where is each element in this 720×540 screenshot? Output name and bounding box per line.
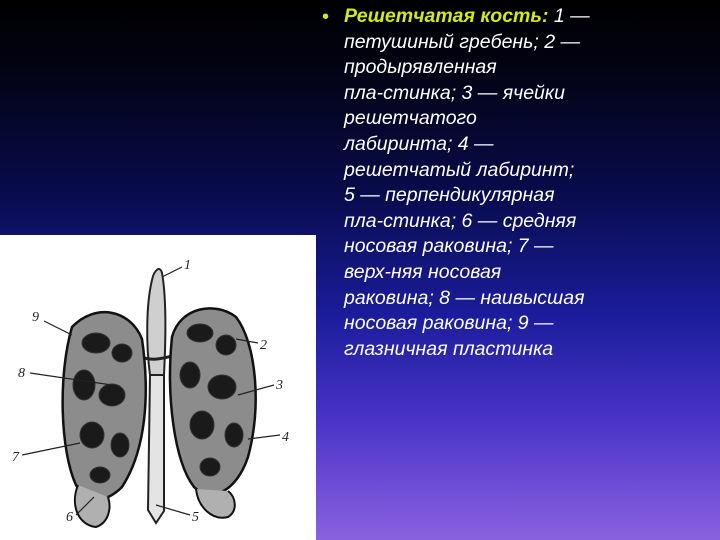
ethmoid-bone-drawing [0,235,316,540]
label-4: 4 [282,430,289,445]
text-line-13: носовая раковина; 9 — [344,312,554,335]
text-line-2: петушиный гребень; 2 — [344,30,580,53]
label-2: 2 [260,338,267,353]
text-line-11: верх-няя носовая [344,260,502,283]
bullet-marker: • [322,6,330,28]
ethmoid-bone-illustration [0,235,316,540]
text-line-1: 1 — [548,5,590,27]
text-line-9: пла-стинка; 6 — средняя [344,209,577,232]
text-line-3: продырявленная [344,56,497,79]
text-line-4: пла-стинка; 3 — ячейки [344,81,565,104]
label-5: 5 [192,510,199,525]
label-6: 6 [66,510,73,525]
text-line-10: носовая раковина; 7 — [344,235,554,258]
perpendicular-plate [148,375,164,523]
label-1: 1 [184,258,191,273]
text-line-7: решетчатый лабиринт; [344,158,575,181]
text-line-5: решетчатого [344,107,477,130]
slide-text-block [322,4,704,362]
label-7: 7 [12,450,19,465]
right-middle-concha [196,489,235,518]
text-line-8: 5 — перпендикулярная [344,184,555,207]
label-9: 9 [32,310,39,325]
term-heading: Решетчатая кость: [344,5,549,27]
text-line-14: глазничная пластинка [344,337,554,360]
label-3: 3 [276,378,283,393]
text-line-6: лабиринта; 4 — [344,132,494,155]
label-8: 8 [18,366,25,381]
text-line-12: раковина; 8 — наивысшая [344,286,585,309]
